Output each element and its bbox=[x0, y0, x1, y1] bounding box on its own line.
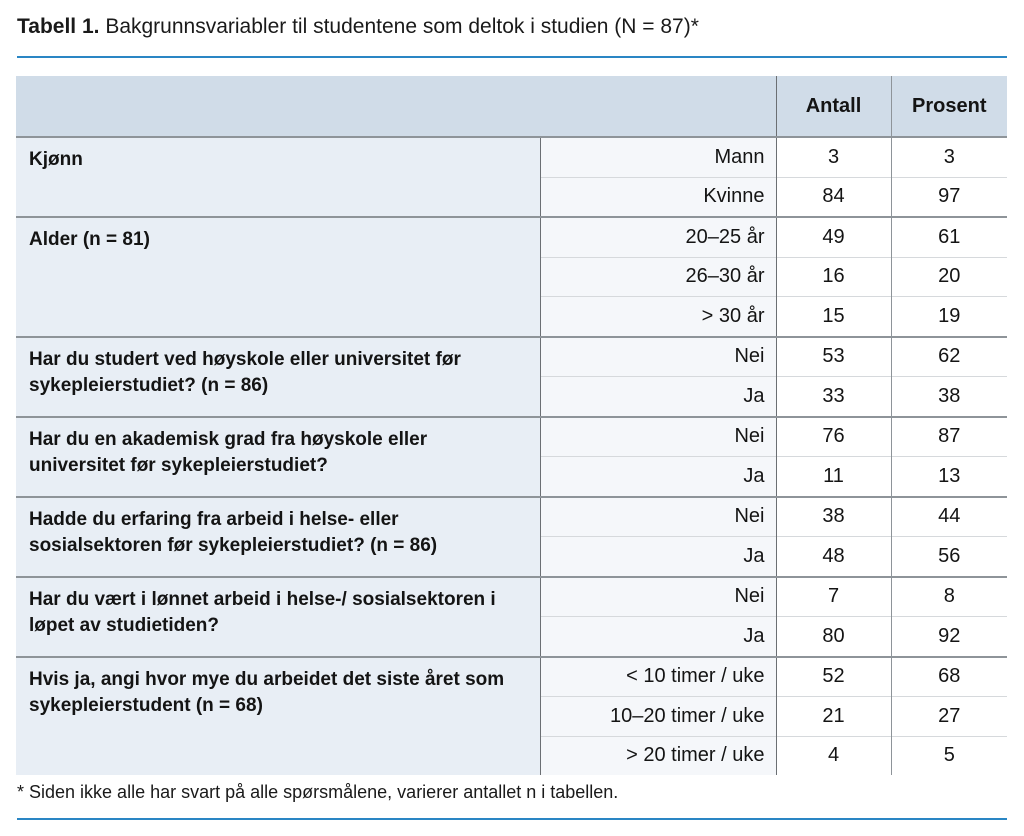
group-label: Hadde du erfaring fra arbeid i helse- eller sosialsektoren før sykepleierstudiet? (n = 86) bbox=[16, 497, 540, 577]
antall-cell: 3 bbox=[776, 137, 891, 177]
group-label: Alder (n = 81) bbox=[16, 217, 540, 337]
antall-cell: 76 bbox=[776, 417, 891, 457]
prosent-cell: 38 bbox=[891, 377, 1007, 417]
header-blank bbox=[16, 76, 776, 137]
antall-cell: 80 bbox=[776, 617, 891, 657]
prosent-cell: 92 bbox=[891, 617, 1007, 657]
category-cell: < 10 timer / uke bbox=[540, 657, 776, 697]
table-row bbox=[16, 337, 1007, 377]
group-label: Kjønn bbox=[16, 137, 540, 217]
header-row bbox=[16, 76, 1007, 137]
table-row bbox=[16, 577, 1007, 617]
category-cell: > 30 år bbox=[540, 297, 776, 337]
antall-cell: 16 bbox=[776, 257, 891, 297]
category-cell: Nei bbox=[540, 417, 776, 457]
prosent-cell: 62 bbox=[891, 337, 1007, 377]
table-caption bbox=[17, 13, 699, 41]
category-cell: > 20 timer / uke bbox=[540, 736, 776, 775]
group-label: Hvis ja, angi hvor mye du arbeidet det siste året som sykepleierstudent (n = 68) bbox=[16, 657, 540, 776]
antall-cell: 21 bbox=[776, 697, 891, 737]
category-cell: Ja bbox=[540, 617, 776, 657]
prosent-cell: 19 bbox=[891, 297, 1007, 337]
bottom-rule bbox=[17, 818, 1007, 820]
prosent-cell: 8 bbox=[891, 577, 1007, 617]
table-caption-label: Tabell 1. bbox=[17, 15, 100, 38]
category-cell: Ja bbox=[540, 537, 776, 577]
category-cell: Nei bbox=[540, 577, 776, 617]
header-antall: Antall bbox=[776, 76, 891, 137]
category-cell: Nei bbox=[540, 497, 776, 537]
table-row bbox=[16, 497, 1007, 537]
antall-cell: 49 bbox=[776, 217, 891, 257]
antall-cell: 84 bbox=[776, 177, 891, 217]
table-row bbox=[16, 657, 1007, 697]
group-label: Har du studert ved høyskole eller universitet før sykepleierstudiet? (n = 86) bbox=[16, 337, 540, 417]
prosent-cell: 5 bbox=[891, 736, 1007, 775]
prosent-cell: 20 bbox=[891, 257, 1007, 297]
table-row bbox=[16, 417, 1007, 457]
antall-cell: 38 bbox=[776, 497, 891, 537]
category-cell: 10–20 timer / uke bbox=[540, 697, 776, 737]
category-cell: Ja bbox=[540, 457, 776, 497]
top-rule bbox=[17, 56, 1007, 58]
antall-cell: 11 bbox=[776, 457, 891, 497]
prosent-cell: 3 bbox=[891, 137, 1007, 177]
category-cell: Ja bbox=[540, 377, 776, 417]
antall-cell: 33 bbox=[776, 377, 891, 417]
antall-cell: 48 bbox=[776, 537, 891, 577]
category-cell: Mann bbox=[540, 137, 776, 177]
table-caption-text: Bakgrunnsvariabler til studentene som deltok i studien (N = 87)* bbox=[99, 15, 699, 38]
prosent-cell: 27 bbox=[891, 697, 1007, 737]
prosent-cell: 97 bbox=[891, 177, 1007, 217]
table-footnote: * Siden ikke alle har svart på alle spørsmålene, varierer antallet n i tabellen. bbox=[17, 782, 619, 802]
header-prosent: Prosent bbox=[891, 76, 1007, 137]
antall-cell: 52 bbox=[776, 657, 891, 697]
category-cell: Kvinne bbox=[540, 177, 776, 217]
category-cell: 26–30 år bbox=[540, 257, 776, 297]
prosent-cell: 87 bbox=[891, 417, 1007, 457]
category-cell: Nei bbox=[540, 337, 776, 377]
table-row bbox=[16, 217, 1007, 257]
antall-cell: 53 bbox=[776, 337, 891, 377]
group-label: Har du en akademisk grad fra høyskole eller universitet før sykepleierstudiet? bbox=[16, 417, 540, 497]
table-row bbox=[16, 137, 1007, 177]
prosent-cell: 13 bbox=[891, 457, 1007, 497]
antall-cell: 15 bbox=[776, 297, 891, 337]
category-cell: 20–25 år bbox=[540, 217, 776, 257]
group-label: Har du vært i lønnet arbeid i helse-/ sosialsektoren i løpet av studietiden? bbox=[16, 577, 540, 657]
prosent-cell: 56 bbox=[891, 537, 1007, 577]
background-variables-table bbox=[16, 76, 1007, 775]
antall-cell: 7 bbox=[776, 577, 891, 617]
prosent-cell: 68 bbox=[891, 657, 1007, 697]
prosent-cell: 61 bbox=[891, 217, 1007, 257]
antall-cell: 4 bbox=[776, 736, 891, 775]
prosent-cell: 44 bbox=[891, 497, 1007, 537]
